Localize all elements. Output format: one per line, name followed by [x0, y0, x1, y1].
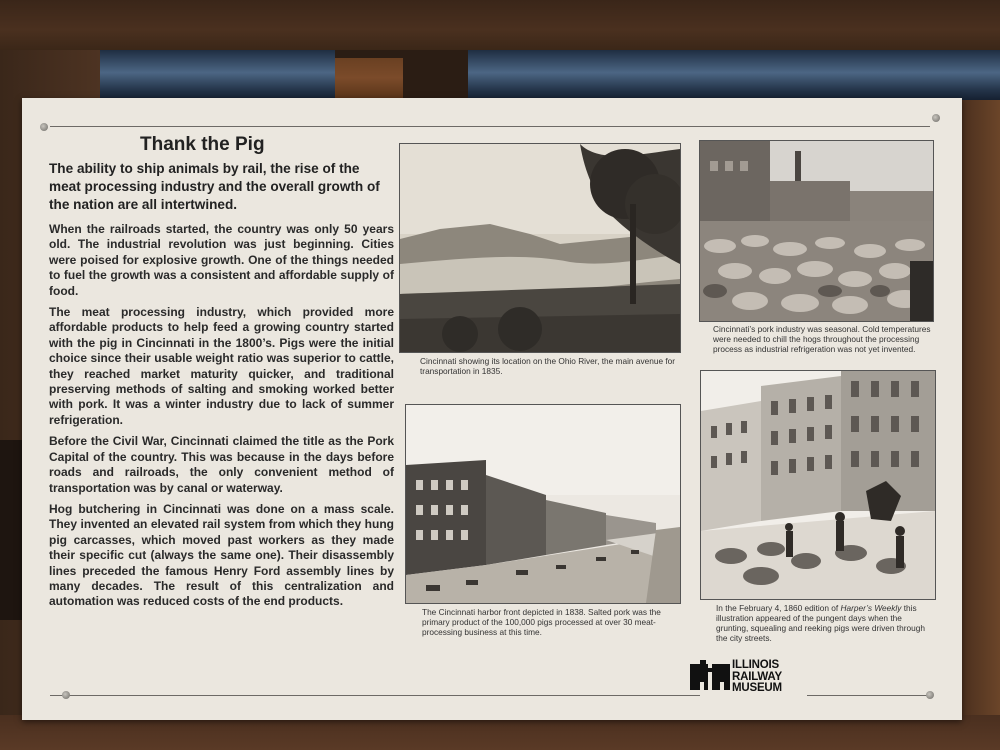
bottom-rule: [50, 695, 700, 696]
screw-icon: [40, 123, 48, 131]
bottom-rule-right: [807, 695, 927, 696]
metal-rail-right: [468, 50, 1000, 100]
screw-icon: [62, 691, 70, 699]
paragraph-hog-butchering: Hog butchering in Cincinnati was done on a mass scale. They invented an elevated rail system from which they hung pig carcasses, which moved past workers as they made their specific cut (always the same one). Their disassembly lines preceded the famous Henry Ford assembly lines by many decades. The result of this centralization and automation was reduced costs of the end products.: [49, 501, 394, 609]
screw-icon: [932, 114, 940, 122]
photo-ohio-river: [399, 143, 681, 353]
metal-rail-left: [100, 50, 335, 100]
caption-harbor-front: The Cincinnati harbor front depicted in 1838. Salted pork was the primary product of the 100,000 pigs processed at over 30 meat-processing business at this time.: [422, 607, 661, 637]
paragraph-civil-war: Before the Civil War, Cincinnati claimed the title as the Pork Capital of the country. This was because in the days before roads and railroads, the only convenient method of transportation was by canal or waterway.: [49, 434, 394, 495]
paragraph-railroads: When the railroads started, the country was only 50 years old. The industrial revolution was just beginning. Cities were poised for explosive growth. One of the things needed to fuel the growth was a consistent and affordable supply of food.: [49, 222, 394, 298]
screw-icon: [926, 691, 934, 699]
photo-harbor-front: [405, 404, 681, 604]
top-rule: [50, 126, 930, 127]
plaque-intro: The ability to ship animals by rail, the rise of the meat processing industry and the overall growth of the nation are all intertwined.: [49, 161, 380, 212]
logo-text: ILLINOIS RAILWAY MUSEUM: [732, 659, 782, 694]
wood-beam-top: [0, 0, 1000, 50]
paragraph-meat-industry: The meat processing industry, which provided more affordable products to help feed a growing country started with the pig in Cincinnati in the 1800’s. Pigs were the initial choice since their usable weight ratio was superior to cattle, they reached market maturity quicker, and traditional preserving methods of salting and smoking worked better with pork. It was a winter industry due to lack of summer refrigeration.: [49, 305, 394, 427]
museum-plaque: [22, 98, 962, 720]
plaque-body: [49, 222, 394, 616]
plaque-title: Thank the Pig: [140, 134, 265, 155]
railway-museum-logo-icon: [690, 660, 730, 694]
photo-hog-pens: [699, 140, 934, 322]
photo-harpers-weekly: [700, 370, 936, 600]
caption-hog-pens: Cincinnati’s pork industry was seasonal. Cold temperatures were needed to chill the hogs throughout the processing process as industrial refrigeration was not yet invented.: [713, 324, 931, 354]
caption-ohio-river: Cincinnati showing its location on the Ohio River, the main avenue for transportation in 1835.: [420, 356, 676, 376]
publication-name: Harper’s Weekly: [840, 603, 902, 613]
wood-bracket: [335, 58, 403, 98]
illinois-railway-museum-logo: [690, 658, 810, 696]
wood-wall-right: [960, 100, 1000, 750]
wood-beam-bottom: [0, 715, 1000, 750]
caption-harpers-weekly: In the February 4, 1860 edition of Harper’s Weekly this illustration appeared of the pungent days when the grunting, squealing and reeking pigs were driven through the city streets.: [716, 603, 925, 643]
